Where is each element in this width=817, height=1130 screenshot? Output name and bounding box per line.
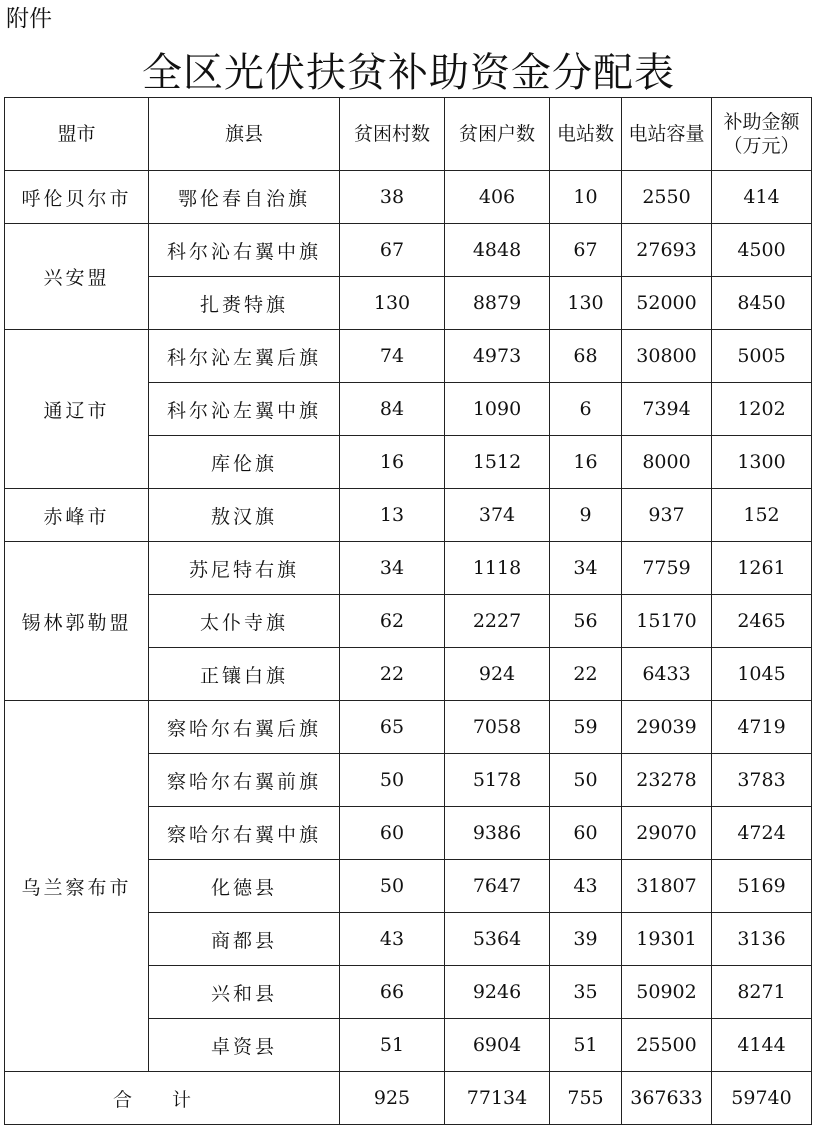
capacity-cell: 27693 xyxy=(622,224,712,277)
total-capacity: 367633 xyxy=(622,1072,712,1125)
header-row xyxy=(5,98,812,171)
attachment-label: 附件 xyxy=(6,6,52,32)
total-row xyxy=(5,1072,812,1125)
subsidy-cell: 5169 xyxy=(712,860,812,913)
subsidy-cell: 8271 xyxy=(712,966,812,1019)
total-villages: 925 xyxy=(340,1072,445,1125)
table-row xyxy=(5,542,812,595)
total-subsidy: 59740 xyxy=(712,1072,812,1125)
capacity-cell: 52000 xyxy=(622,277,712,330)
county-cell: 库伦旗 xyxy=(149,436,340,489)
households-cell: 9386 xyxy=(445,807,550,860)
league-cell: 通辽市 xyxy=(5,330,149,489)
header-villages: 贫困村数 xyxy=(340,98,445,171)
villages-cell: 34 xyxy=(340,542,445,595)
stations-cell: 39 xyxy=(550,913,622,966)
capacity-cell: 30800 xyxy=(622,330,712,383)
stations-cell: 67 xyxy=(550,224,622,277)
capacity-cell: 23278 xyxy=(622,754,712,807)
capacity-cell: 29039 xyxy=(622,701,712,754)
villages-cell: 22 xyxy=(340,648,445,701)
stations-cell: 6 xyxy=(550,383,622,436)
capacity-cell: 6433 xyxy=(622,648,712,701)
capacity-cell: 15170 xyxy=(622,595,712,648)
villages-cell: 66 xyxy=(340,966,445,1019)
county-cell: 察哈尔右翼后旗 xyxy=(149,701,340,754)
county-cell: 鄂伦春自治旗 xyxy=(149,171,340,224)
subsidy-cell: 3783 xyxy=(712,754,812,807)
households-cell: 5178 xyxy=(445,754,550,807)
county-cell: 察哈尔右翼前旗 xyxy=(149,754,340,807)
table-row xyxy=(5,171,812,224)
villages-cell: 62 xyxy=(340,595,445,648)
table-row xyxy=(5,330,812,383)
header-stations: 电站数 xyxy=(550,98,622,171)
header-households: 贫困户数 xyxy=(445,98,550,171)
subsidy-cell: 2465 xyxy=(712,595,812,648)
villages-cell: 43 xyxy=(340,913,445,966)
stations-cell: 56 xyxy=(550,595,622,648)
league-cell: 锡林郭勒盟 xyxy=(5,542,149,701)
stations-cell: 16 xyxy=(550,436,622,489)
stations-cell: 10 xyxy=(550,171,622,224)
total-stations: 755 xyxy=(550,1072,622,1125)
county-cell: 科尔沁左翼中旗 xyxy=(149,383,340,436)
households-cell: 4973 xyxy=(445,330,550,383)
capacity-cell: 29070 xyxy=(622,807,712,860)
subsidy-cell: 1300 xyxy=(712,436,812,489)
stations-cell: 22 xyxy=(550,648,622,701)
stations-cell: 50 xyxy=(550,754,622,807)
capacity-cell: 19301 xyxy=(622,913,712,966)
villages-cell: 74 xyxy=(340,330,445,383)
households-cell: 1512 xyxy=(445,436,550,489)
table-row xyxy=(5,489,812,542)
county-cell: 正镶白旗 xyxy=(149,648,340,701)
subsidy-cell: 4144 xyxy=(712,1019,812,1072)
households-cell: 6904 xyxy=(445,1019,550,1072)
stations-cell: 68 xyxy=(550,330,622,383)
stations-cell: 60 xyxy=(550,807,622,860)
table-row xyxy=(5,224,812,277)
households-cell: 5364 xyxy=(445,913,550,966)
subsidy-cell: 8450 xyxy=(712,277,812,330)
county-cell: 太仆寺旗 xyxy=(149,595,340,648)
households-cell: 406 xyxy=(445,171,550,224)
households-cell: 374 xyxy=(445,489,550,542)
villages-cell: 67 xyxy=(340,224,445,277)
villages-cell: 130 xyxy=(340,277,445,330)
capacity-cell: 25500 xyxy=(622,1019,712,1072)
county-cell: 苏尼特右旗 xyxy=(149,542,340,595)
capacity-cell: 2550 xyxy=(622,171,712,224)
total-households: 77134 xyxy=(445,1072,550,1125)
capacity-cell: 50902 xyxy=(622,966,712,1019)
league-cell: 兴安盟 xyxy=(5,224,149,330)
households-cell: 7647 xyxy=(445,860,550,913)
total-label: 合计 xyxy=(5,1072,340,1125)
page-title: 全区光伏扶贫补助资金分配表 xyxy=(142,50,675,96)
subsidy-cell: 152 xyxy=(712,489,812,542)
subsidy-cell: 4719 xyxy=(712,701,812,754)
households-cell: 1090 xyxy=(445,383,550,436)
subsidy-cell: 3136 xyxy=(712,913,812,966)
header-league: 盟市 xyxy=(5,98,149,171)
subsidy-cell: 1045 xyxy=(712,648,812,701)
header-subsidy-line2: （万元） xyxy=(723,135,800,157)
capacity-cell: 937 xyxy=(622,489,712,542)
county-cell: 敖汉旗 xyxy=(149,489,340,542)
header-subsidy-line1: 补助金额 xyxy=(723,111,800,133)
table-body xyxy=(5,171,812,1072)
villages-cell: 51 xyxy=(340,1019,445,1072)
stations-cell: 9 xyxy=(550,489,622,542)
households-cell: 8879 xyxy=(445,277,550,330)
county-cell: 科尔沁左翼后旗 xyxy=(149,330,340,383)
villages-cell: 60 xyxy=(340,807,445,860)
subsidy-cell: 1261 xyxy=(712,542,812,595)
league-cell: 乌兰察布市 xyxy=(5,701,149,1072)
households-cell: 7058 xyxy=(445,701,550,754)
households-cell: 4848 xyxy=(445,224,550,277)
subsidy-cell: 4500 xyxy=(712,224,812,277)
county-cell: 卓资县 xyxy=(149,1019,340,1072)
header-county: 旗县 xyxy=(149,98,340,171)
county-cell: 化德县 xyxy=(149,860,340,913)
county-cell: 科尔沁右翼中旗 xyxy=(149,224,340,277)
league-cell: 赤峰市 xyxy=(5,489,149,542)
county-cell: 扎赉特旗 xyxy=(149,277,340,330)
households-cell: 924 xyxy=(445,648,550,701)
villages-cell: 65 xyxy=(340,701,445,754)
capacity-cell: 7394 xyxy=(622,383,712,436)
subsidy-cell: 5005 xyxy=(712,330,812,383)
county-cell: 兴和县 xyxy=(149,966,340,1019)
stations-cell: 34 xyxy=(550,542,622,595)
households-cell: 1118 xyxy=(445,542,550,595)
stations-cell: 43 xyxy=(550,860,622,913)
stations-cell: 59 xyxy=(550,701,622,754)
villages-cell: 50 xyxy=(340,754,445,807)
county-cell: 察哈尔右翼中旗 xyxy=(149,807,340,860)
county-cell: 商都县 xyxy=(149,913,340,966)
capacity-cell: 8000 xyxy=(622,436,712,489)
capacity-cell: 31807 xyxy=(622,860,712,913)
stations-cell: 51 xyxy=(550,1019,622,1072)
subsidy-cell: 1202 xyxy=(712,383,812,436)
league-cell: 呼伦贝尔市 xyxy=(5,171,149,224)
stations-cell: 35 xyxy=(550,966,622,1019)
households-cell: 2227 xyxy=(445,595,550,648)
allocation-table xyxy=(4,97,812,1125)
villages-cell: 84 xyxy=(340,383,445,436)
villages-cell: 50 xyxy=(340,860,445,913)
subsidy-cell: 414 xyxy=(712,171,812,224)
subsidy-cell: 4724 xyxy=(712,807,812,860)
villages-cell: 16 xyxy=(340,436,445,489)
capacity-cell: 7759 xyxy=(622,542,712,595)
households-cell: 9246 xyxy=(445,966,550,1019)
villages-cell: 13 xyxy=(340,489,445,542)
stations-cell: 130 xyxy=(550,277,622,330)
header-capacity: 电站容量 xyxy=(622,98,712,171)
header-subsidy xyxy=(712,98,812,171)
table-row xyxy=(5,701,812,754)
villages-cell: 38 xyxy=(340,171,445,224)
